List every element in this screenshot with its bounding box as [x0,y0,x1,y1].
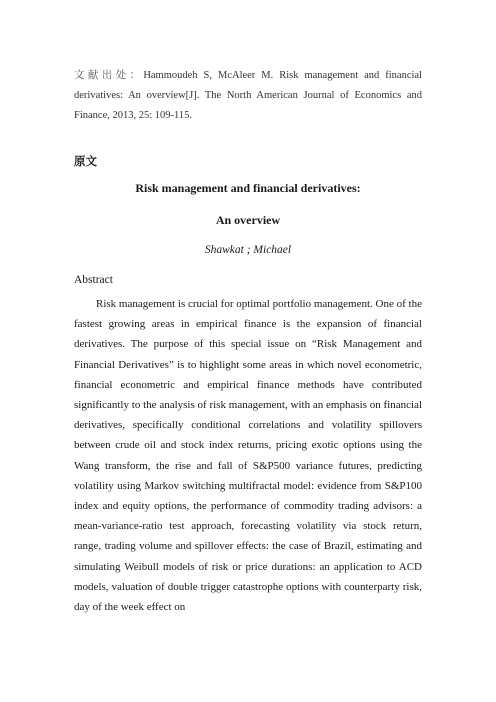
abstract-heading: Abstract [74,274,113,286]
citation [74,66,422,126]
authors: Shawkat ; Michael [204,244,292,256]
abstract-body: Risk management is crucial for optimal portfolio management. One of the fastest growing areas in empirical finance is the expansion of financial derivatives. The purpose of this special issue on “Risk Management and Financial Derivatives” is to highlight some areas in which novel econometric, financial econometric and empirical finance methods have contributed significantly to the analysis of risk management, with an emphasis on financial derivatives, specifically conditional correlations and volatility spillovers between crude oil and stock index returns, pricing exotic options using the Wang transform, the rise and fall of S&P500 variance futures, predicting volatility using Markov switching multifractal model: evidence from S&P100 index and equity options, the performance of commodity trading advisors: a mean-variance-ratio test approach, forecasting volatility via stock return, range, trading volume and spillover effects: the case of Brazil, estimating and simulating Weibull models of risk or price durations: an application to ACD models, valuation of double trigger catastrophe options with counterparty risk, day of the week effect on [74,298,422,614]
citation-lead: 文献出处： [74,70,144,81]
paper-title: Risk management and financial derivatives: [135,181,361,195]
section-label: 原文 [74,156,97,168]
citation-text: Hammoudeh S, McAleer M. Risk management and financial derivatives: An overview[J]. The North American Journal of Economics and Finance, 2013, 25: 109-115. [74,70,422,121]
paper-subtitle: An overview [215,213,281,227]
